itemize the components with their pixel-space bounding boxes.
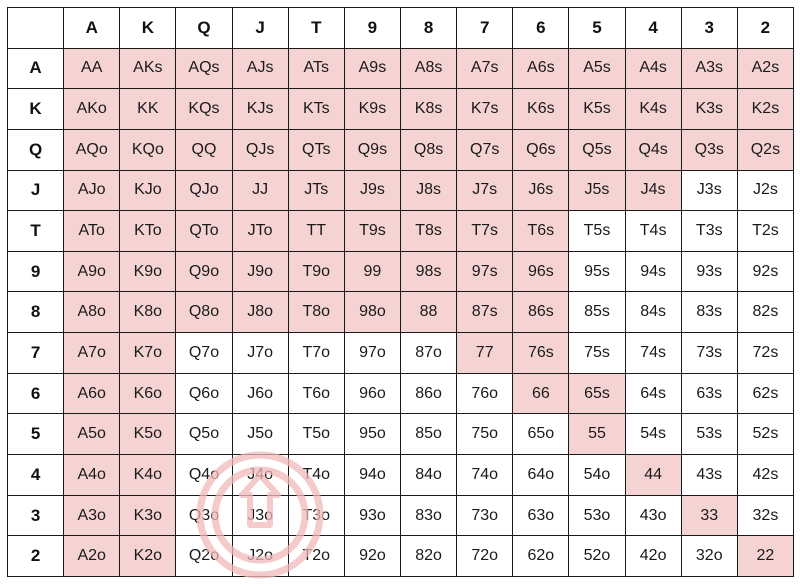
- hand-cell: Q9o: [176, 251, 232, 292]
- row-header: 6: [8, 373, 64, 414]
- hand-cell: 53o: [569, 495, 625, 536]
- hand-cell: J3o: [232, 495, 288, 536]
- hand-cell: 76o: [457, 373, 513, 414]
- hand-cell: T2o: [288, 536, 344, 577]
- hand-cell: A6o: [64, 373, 120, 414]
- hand-cell: 99: [344, 251, 400, 292]
- hand-cell: A3o: [64, 495, 120, 536]
- hand-cell: A2s: [737, 48, 793, 89]
- hand-cell: Q6o: [176, 373, 232, 414]
- hand-cell: A5o: [64, 414, 120, 455]
- hand-cell: 53s: [681, 414, 737, 455]
- hand-cell: 98o: [344, 292, 400, 333]
- hand-cell: KJo: [120, 170, 176, 211]
- hand-cell: K4s: [625, 89, 681, 130]
- hand-cell: T6o: [288, 373, 344, 414]
- hand-cell: 44: [625, 455, 681, 496]
- hand-cell: 94o: [344, 455, 400, 496]
- hand-cell: A7o: [64, 333, 120, 374]
- hand-cell: T8s: [400, 211, 456, 252]
- hand-cell: Q5s: [569, 129, 625, 170]
- hand-cell: 97s: [457, 251, 513, 292]
- row-header: 7: [8, 333, 64, 374]
- hand-cell: 83o: [400, 495, 456, 536]
- grid-body: [8, 8, 794, 577]
- hand-cell: AQo: [64, 129, 120, 170]
- hand-cell: AJo: [64, 170, 120, 211]
- hand-cell: T3o: [288, 495, 344, 536]
- hand-cell: Q3o: [176, 495, 232, 536]
- hand-cell: 32o: [681, 536, 737, 577]
- hand-cell: 74o: [457, 455, 513, 496]
- row-header: T: [8, 211, 64, 252]
- corner-cell: [8, 8, 64, 49]
- hand-cell: 87s: [457, 292, 513, 333]
- hand-cell: 64s: [625, 373, 681, 414]
- column-header: 2: [737, 8, 793, 49]
- table-row: [8, 211, 794, 252]
- hand-cell: 84s: [625, 292, 681, 333]
- hand-cell: AQs: [176, 48, 232, 89]
- table-row: [8, 373, 794, 414]
- hand-cell: T7s: [457, 211, 513, 252]
- hand-cell: QJs: [232, 129, 288, 170]
- hand-cell: T7o: [288, 333, 344, 374]
- hand-cell: K8o: [120, 292, 176, 333]
- row-header: 8: [8, 292, 64, 333]
- hand-cell: J7s: [457, 170, 513, 211]
- hand-cell: 96o: [344, 373, 400, 414]
- hand-cell: 96s: [513, 251, 569, 292]
- column-header: 9: [344, 8, 400, 49]
- hand-cell: KTo: [120, 211, 176, 252]
- hand-cell: K2o: [120, 536, 176, 577]
- hand-cell: 92s: [737, 251, 793, 292]
- hand-cell: K2s: [737, 89, 793, 130]
- hand-cell: Q8o: [176, 292, 232, 333]
- hand-cell: J8o: [232, 292, 288, 333]
- table-row: [8, 170, 794, 211]
- hand-cell: A6s: [513, 48, 569, 89]
- hand-cell: JJ: [232, 170, 288, 211]
- table-row: [8, 536, 794, 577]
- hand-cell: 62s: [737, 373, 793, 414]
- hand-cell: 85o: [400, 414, 456, 455]
- column-header: T: [288, 8, 344, 49]
- hand-cell: T9o: [288, 251, 344, 292]
- hand-cell: K5o: [120, 414, 176, 455]
- hand-cell: 42o: [625, 536, 681, 577]
- hand-cell: 42s: [737, 455, 793, 496]
- row-header: 2: [8, 536, 64, 577]
- hand-cell: 73o: [457, 495, 513, 536]
- hand-cell: Q7s: [457, 129, 513, 170]
- hand-cell: 85s: [569, 292, 625, 333]
- table-row: [8, 414, 794, 455]
- table-row: [8, 129, 794, 170]
- hand-cell: Q2o: [176, 536, 232, 577]
- table-row: [8, 333, 794, 374]
- hand-cell: 94s: [625, 251, 681, 292]
- hand-cell: 65o: [513, 414, 569, 455]
- column-header: 4: [625, 8, 681, 49]
- hand-cell: 72s: [737, 333, 793, 374]
- hand-cell: 43s: [681, 455, 737, 496]
- hand-cell: K7o: [120, 333, 176, 374]
- hand-cell: 52o: [569, 536, 625, 577]
- hand-cell: J6s: [513, 170, 569, 211]
- column-header: J: [232, 8, 288, 49]
- column-header: 5: [569, 8, 625, 49]
- hand-cell: J9s: [344, 170, 400, 211]
- hand-cell: QQ: [176, 129, 232, 170]
- hand-cell: 95o: [344, 414, 400, 455]
- hand-cell: 88: [400, 292, 456, 333]
- hand-cell: ATs: [288, 48, 344, 89]
- row-header: A: [8, 48, 64, 89]
- hand-cell: 65s: [569, 373, 625, 414]
- hand-cell: AJs: [232, 48, 288, 89]
- column-header: 8: [400, 8, 456, 49]
- hand-cell: 64o: [513, 455, 569, 496]
- hand-cell: 74s: [625, 333, 681, 374]
- table-row: [8, 48, 794, 89]
- hand-cell: Q3s: [681, 129, 737, 170]
- table-row: [8, 251, 794, 292]
- hand-cell: J5o: [232, 414, 288, 455]
- hand-cell: JTs: [288, 170, 344, 211]
- hand-cell: K3s: [681, 89, 737, 130]
- hand-cell: T8o: [288, 292, 344, 333]
- hand-cell: KK: [120, 89, 176, 130]
- hand-cell: Q7o: [176, 333, 232, 374]
- hand-cell: K6s: [513, 89, 569, 130]
- hand-cell: 62o: [513, 536, 569, 577]
- hand-cell: 75s: [569, 333, 625, 374]
- hand-cell: QTs: [288, 129, 344, 170]
- hand-cell: KQs: [176, 89, 232, 130]
- hand-cell: A3s: [681, 48, 737, 89]
- hand-cell: KTs: [288, 89, 344, 130]
- row-header: 5: [8, 414, 64, 455]
- hand-cell: 84o: [400, 455, 456, 496]
- hand-cell: A7s: [457, 48, 513, 89]
- hand-cell: Q4o: [176, 455, 232, 496]
- hand-cell: Q8s: [400, 129, 456, 170]
- hand-cell: 95s: [569, 251, 625, 292]
- hand-cell: 83s: [681, 292, 737, 333]
- hand-cell: Q4s: [625, 129, 681, 170]
- table-row: [8, 292, 794, 333]
- header-row: [8, 8, 794, 49]
- hand-cell: 93s: [681, 251, 737, 292]
- column-header: Q: [176, 8, 232, 49]
- hand-cell: A2o: [64, 536, 120, 577]
- hand-cell: 33: [681, 495, 737, 536]
- hand-cell: K3o: [120, 495, 176, 536]
- hand-cell: T5o: [288, 414, 344, 455]
- hand-cell: J7o: [232, 333, 288, 374]
- hand-cell: 76s: [513, 333, 569, 374]
- table-row: [8, 495, 794, 536]
- hand-cell: A8o: [64, 292, 120, 333]
- column-header: A: [64, 8, 120, 49]
- hand-cell: T9s: [344, 211, 400, 252]
- hand-cell: K5s: [569, 89, 625, 130]
- hand-cell: J9o: [232, 251, 288, 292]
- hand-cell: QTo: [176, 211, 232, 252]
- hand-cell: 43o: [625, 495, 681, 536]
- hand-cell: A4s: [625, 48, 681, 89]
- hand-cell: 63s: [681, 373, 737, 414]
- row-header: Q: [8, 129, 64, 170]
- table-row: [8, 455, 794, 496]
- hand-cell: 22: [737, 536, 793, 577]
- hand-cell: T2s: [737, 211, 793, 252]
- hand-cell: J8s: [400, 170, 456, 211]
- hand-cell: J4s: [625, 170, 681, 211]
- hand-cell: AKo: [64, 89, 120, 130]
- hand-cell: T5s: [569, 211, 625, 252]
- hand-cell: T3s: [681, 211, 737, 252]
- hand-cell: 97o: [344, 333, 400, 374]
- hand-cell: Q5o: [176, 414, 232, 455]
- hand-cell: A9s: [344, 48, 400, 89]
- hand-cell: 55: [569, 414, 625, 455]
- hand-cell: A5s: [569, 48, 625, 89]
- hand-cell: 82s: [737, 292, 793, 333]
- hand-cell: 66: [513, 373, 569, 414]
- hand-cell: T4s: [625, 211, 681, 252]
- hand-cell: 93o: [344, 495, 400, 536]
- hand-cell: 72o: [457, 536, 513, 577]
- row-header: K: [8, 89, 64, 130]
- row-header: 3: [8, 495, 64, 536]
- hand-cell: K9o: [120, 251, 176, 292]
- hand-cell: A8s: [400, 48, 456, 89]
- hand-cell: 92o: [344, 536, 400, 577]
- hand-cell: TT: [288, 211, 344, 252]
- hand-cell: T6s: [513, 211, 569, 252]
- column-header: 6: [513, 8, 569, 49]
- table-row: [8, 89, 794, 130]
- hand-cell: 98s: [400, 251, 456, 292]
- hand-cell: A9o: [64, 251, 120, 292]
- hand-cell: A4o: [64, 455, 120, 496]
- hand-cell: 63o: [513, 495, 569, 536]
- row-header: 9: [8, 251, 64, 292]
- hand-cell: J2o: [232, 536, 288, 577]
- hand-cell: 82o: [400, 536, 456, 577]
- hand-cell: Q6s: [513, 129, 569, 170]
- column-header: 3: [681, 8, 737, 49]
- column-header: 7: [457, 8, 513, 49]
- hand-cell: J2s: [737, 170, 793, 211]
- hand-cell: J6o: [232, 373, 288, 414]
- hand-cell: 86o: [400, 373, 456, 414]
- hand-cell: K6o: [120, 373, 176, 414]
- hand-cell: T4o: [288, 455, 344, 496]
- hand-cell: 75o: [457, 414, 513, 455]
- row-header: J: [8, 170, 64, 211]
- hand-cell: 54s: [625, 414, 681, 455]
- hand-cell: Q2s: [737, 129, 793, 170]
- hand-cell: KQo: [120, 129, 176, 170]
- column-header: K: [120, 8, 176, 49]
- hand-cell: 32s: [737, 495, 793, 536]
- hand-cell: 73s: [681, 333, 737, 374]
- hand-cell: 52s: [737, 414, 793, 455]
- hand-cell: Q9s: [344, 129, 400, 170]
- hand-cell: J5s: [569, 170, 625, 211]
- hand-cell: 86s: [513, 292, 569, 333]
- hand-cell: KJs: [232, 89, 288, 130]
- hand-cell: 87o: [400, 333, 456, 374]
- hand-cell: ATo: [64, 211, 120, 252]
- hand-cell: QJo: [176, 170, 232, 211]
- hand-cell: K7s: [457, 89, 513, 130]
- hand-cell: J3s: [681, 170, 737, 211]
- hand-cell: AKs: [120, 48, 176, 89]
- row-header: 4: [8, 455, 64, 496]
- hand-cell: 77: [457, 333, 513, 374]
- hand-cell: JTo: [232, 211, 288, 252]
- hand-cell: AA: [64, 48, 120, 89]
- hand-cell: K4o: [120, 455, 176, 496]
- hand-cell: J4o: [232, 455, 288, 496]
- hand-cell: 54o: [569, 455, 625, 496]
- hand-cell: K9s: [344, 89, 400, 130]
- hand-cell: K8s: [400, 89, 456, 130]
- starting-hands-grid: [7, 7, 794, 577]
